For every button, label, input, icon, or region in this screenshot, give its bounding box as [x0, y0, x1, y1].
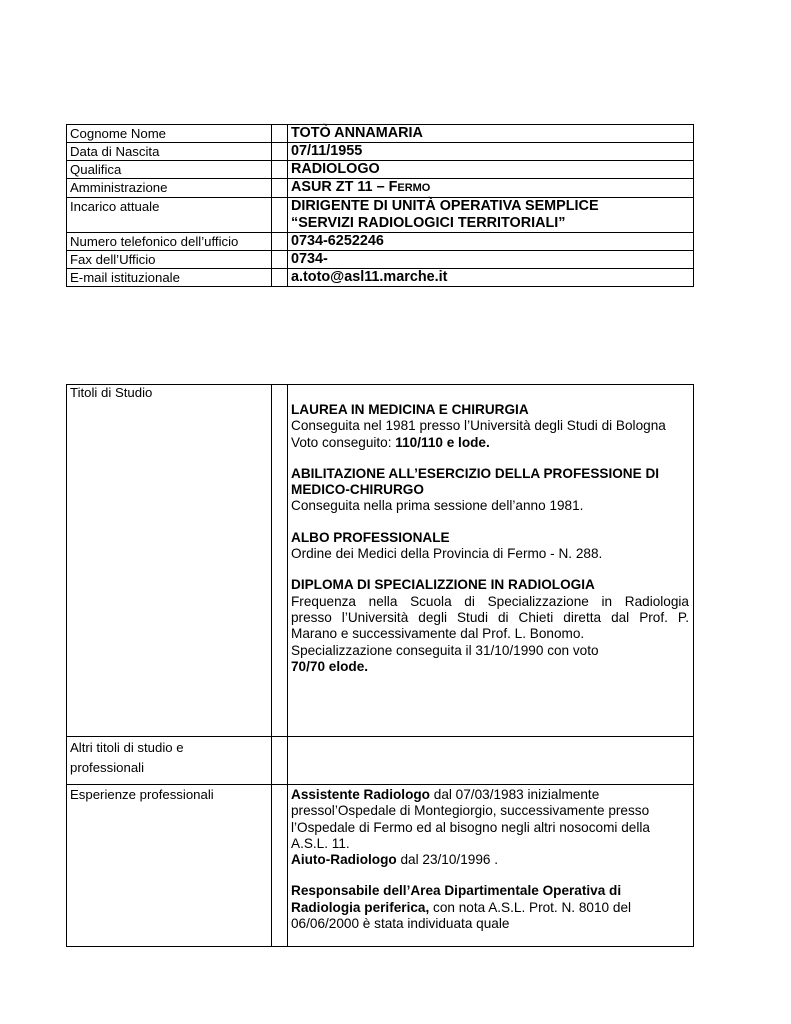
altri-titoli-label: Altri titoli di studio e professionali [67, 737, 272, 785]
row-label: Qualifica [67, 161, 272, 179]
fax-value: 0734- [288, 251, 694, 269]
table-row [67, 385, 694, 737]
albo-block: ALBO PROFESSIONALE Ordine dei Medici della Provincia di Fermo - N. 288. [291, 529, 603, 562]
table-row [67, 251, 694, 269]
esperienze-content: Assistente Radiologo dal 07/03/1983 inizialmente pressol’Ospedale di Montegiorgio, successivamente presso l’Ospedale di Fermo ed al bisogno negli altri nosocomi della A.S.L. 11. Aiuto-Radiologo dal 23/10/1996 . Responsabile dell’Area Dipartimentale Operativa di Radiologia periferica, con nota A.S.L. Prot. N. 8010 del 06/06/2000 è stata individuata quale [288, 785, 694, 947]
titoli-studio-content [288, 385, 694, 737]
incarico-value: DIRIGENTE DI UNITÀ OPERATIVA SEMPLICE “SERVIZI RADIOLOGICI TERRITORIALI” [288, 198, 694, 233]
table-row [67, 785, 694, 947]
cognome-nome-value: TOTÒ ANNAMARIA [288, 125, 694, 143]
table-row [67, 143, 694, 161]
table-row [67, 233, 694, 251]
anagrafica-table [66, 124, 694, 287]
telefono-value: 0734-6252246 [288, 233, 694, 251]
row-label: Amministrazione [67, 179, 272, 198]
altri-titoli-content [288, 737, 694, 785]
abilitazione-block: ABILITAZIONE ALL’ESERCIZIO DELLA PROFESSIONE DI MEDICO-CHIRURGO Conseguita nella prima sessione dell’anno 1981. [291, 465, 660, 514]
table-row [67, 198, 694, 233]
table-row [67, 737, 694, 785]
row-label: Cognome Nome [67, 125, 272, 143]
table-row [67, 125, 694, 143]
table-row [67, 161, 694, 179]
amministrazione-value: ASUR ZT 11 – FERMO [288, 179, 694, 198]
qualifica-value: RADIOLOGO [288, 161, 694, 179]
email-value: a.toto@asl11.marche.it [288, 269, 694, 287]
titoli-studio-label: Titoli di Studio [67, 385, 272, 737]
data-nascita-value: 07/11/1955 [288, 143, 694, 161]
row-label: Numero telefonico dell’ufficio [67, 233, 272, 251]
row-label: E-mail istituzionale [67, 269, 272, 287]
esperienze-label: Esperienze professionali [67, 785, 272, 947]
row-label: Data di Nascita [67, 143, 272, 161]
curriculum-table [66, 384, 694, 947]
laurea-block: LAUREA IN MEDICINA E CHIRURGIA Conseguita nel 1981 presso l’Università degli Studi di Bologna Voto conseguito: 110/110 e lode. [291, 402, 666, 450]
row-label: Fax dell’Ufficio [67, 251, 272, 269]
diploma-block: DIPLOMA DI SPECIALIZZIONE IN RADIOLOGIA Frequenza nella Scuola di Specializzazione in Radiologia presso l’Università degli Studi di Chieti diretta dal Prof. P. Marano e successivamente dal Prof. L. Bonomo. Specializzazione conseguita il 31/10/1990 con voto 70/70 elode. [291, 577, 689, 674]
table-row [67, 269, 694, 287]
table-row [67, 179, 694, 198]
row-label: Incarico attuale [67, 198, 272, 233]
